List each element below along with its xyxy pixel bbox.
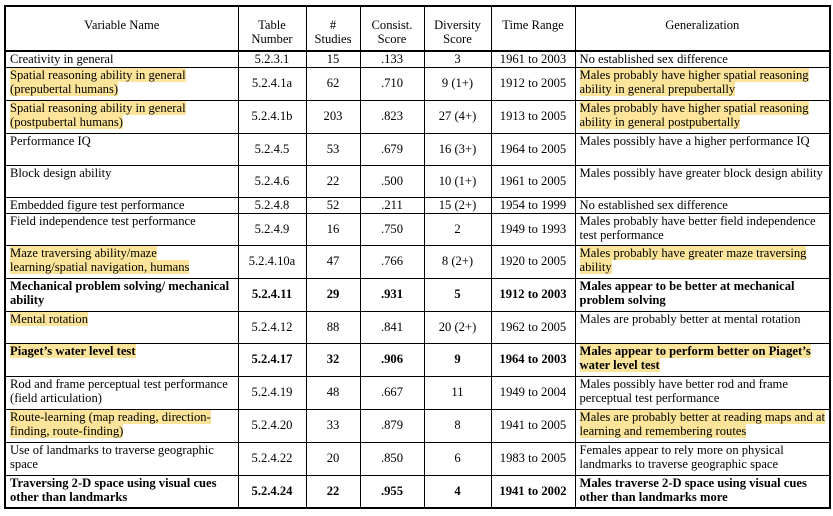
document-page	[4, 5, 829, 512]
variable-text-highlighted: Maze traversing ability/maze learning/spatial navigation, humans	[10, 245, 190, 274]
generalization-cell	[575, 278, 830, 311]
studies-cell: 47	[306, 245, 360, 278]
generalization-cell	[575, 51, 830, 67]
studies-cell: 48	[306, 376, 360, 409]
table-number-cell: 5.2.4.17	[238, 343, 306, 376]
studies-cell: 16	[306, 213, 360, 245]
variable-cell	[5, 51, 238, 67]
studies-cell: 52	[306, 197, 360, 213]
consist-cell: .823	[360, 100, 424, 133]
generalization-cell	[575, 343, 830, 376]
variable-cell	[5, 475, 238, 508]
table-number-cell: 5.2.4.20	[238, 409, 306, 442]
diversity-cell: 5	[424, 278, 491, 311]
generalization-cell	[575, 475, 830, 508]
variable-text: Field independence test performance	[10, 213, 196, 228]
consist-cell: .841	[360, 311, 424, 343]
studies-cell: 203	[306, 100, 360, 133]
header-table-number: Table Number	[238, 6, 306, 51]
table-number-cell: 5.2.4.10a	[238, 245, 306, 278]
table-row	[5, 409, 830, 442]
range-cell: 1983 to 2005	[491, 442, 575, 475]
variable-text: Embedded figure test performance	[10, 197, 185, 212]
generalization-cell	[575, 213, 830, 245]
generalization-text: Males appear to be better at mechanical problem solving	[579, 278, 795, 307]
variable-cell	[5, 376, 238, 409]
diversity-cell: 3	[424, 51, 491, 67]
variable-cell	[5, 165, 238, 197]
generalization-cell	[575, 100, 830, 133]
variable-cell	[5, 278, 238, 311]
table-row	[5, 278, 830, 311]
generalization-text: Males are probably better at mental rotation	[579, 311, 801, 326]
generalization-cell	[575, 409, 830, 442]
variable-cell	[5, 67, 238, 100]
variable-cell	[5, 133, 238, 165]
variable-cell	[5, 245, 238, 278]
table-row	[5, 133, 830, 165]
consist-cell: .879	[360, 409, 424, 442]
range-cell: 1941 to 2002	[491, 475, 575, 508]
table-row	[5, 51, 830, 67]
variable-cell	[5, 311, 238, 343]
generalization-text: Males possibly have a higher performance IQ	[579, 133, 810, 148]
generalization-text: Males probably have better field independence test performance	[579, 213, 816, 242]
generalization-text: Females appear to rely more on physical landmarks to traverse geographic space	[579, 442, 784, 471]
generalization-text-highlighted: Males are probably better at reading maps and at learning and remembering routes	[579, 409, 825, 438]
consist-cell: .906	[360, 343, 424, 376]
range-cell: 1964 to 2005	[491, 133, 575, 165]
studies-cell: 15	[306, 51, 360, 67]
variable-cell	[5, 100, 238, 133]
table-row	[5, 475, 830, 508]
studies-cell: 32	[306, 343, 360, 376]
variable-cell	[5, 409, 238, 442]
variable-text-highlighted: Mental rotation	[10, 311, 88, 326]
table-number-cell: 5.2.4.12	[238, 311, 306, 343]
diversity-cell: 15 (2+)	[424, 197, 491, 213]
range-cell: 1949 to 1993	[491, 213, 575, 245]
generalization-text-highlighted: Males probably have higher spatial reasoning ability in general postpubertally	[579, 100, 809, 129]
diversity-cell: 8	[424, 409, 491, 442]
variable-text-highlighted: Spatial reasoning ability in general (postpubertal humans)	[10, 100, 186, 129]
table-row	[5, 311, 830, 343]
diversity-cell: 9	[424, 343, 491, 376]
consist-cell: .955	[360, 475, 424, 508]
range-cell: 1913 to 2005	[491, 100, 575, 133]
table-row	[5, 442, 830, 475]
table-row	[5, 343, 830, 376]
consist-cell: .766	[360, 245, 424, 278]
generalization-cell	[575, 442, 830, 475]
table-number-cell: 5.2.4.24	[238, 475, 306, 508]
diversity-cell: 27 (4+)	[424, 100, 491, 133]
studies-cell: 88	[306, 311, 360, 343]
studies-cell: 22	[306, 475, 360, 508]
table-number-cell: 5.2.4.1a	[238, 67, 306, 100]
variable-text: Block design ability	[10, 165, 112, 180]
generalization-cell	[575, 376, 830, 409]
generalization-text-highlighted: Males probably have greater maze traversing ability	[579, 245, 807, 274]
table-row	[5, 376, 830, 409]
table-row	[5, 245, 830, 278]
diversity-cell: 10 (1+)	[424, 165, 491, 197]
diversity-cell: 8 (2+)	[424, 245, 491, 278]
range-cell: 1920 to 2005	[491, 245, 575, 278]
table-number-cell: 5.2.4.22	[238, 442, 306, 475]
consist-cell: .667	[360, 376, 424, 409]
table-number-cell: 5.2.4.19	[238, 376, 306, 409]
variable-text: Mechanical problem solving/ mechanical ability	[10, 278, 230, 307]
studies-cell: 29	[306, 278, 360, 311]
generalization-text-highlighted: Males probably have higher spatial reasoning ability in general prepubertally	[579, 67, 809, 96]
variable-text-highlighted: Piaget’s water level test	[10, 343, 136, 358]
consist-cell: .750	[360, 213, 424, 245]
diversity-cell: 4	[424, 475, 491, 508]
variable-text: Creativity in general	[10, 52, 114, 66]
generalization-cell	[575, 311, 830, 343]
generalization-text: Males traverse 2-D space using visual cues other than landmarks more	[579, 475, 807, 504]
table-row	[5, 213, 830, 245]
range-cell: 1912 to 2003	[491, 278, 575, 311]
range-cell: 1961 to 2003	[491, 51, 575, 67]
generalization-cell	[575, 133, 830, 165]
generalization-text: No established sex difference	[579, 52, 728, 66]
consist-cell: .679	[360, 133, 424, 165]
table-number-cell: 5.2.4.5	[238, 133, 306, 165]
consist-cell: .850	[360, 442, 424, 475]
studies-cell: 33	[306, 409, 360, 442]
range-cell: 1961 to 2005	[491, 165, 575, 197]
table-number-cell: 5.2.4.1b	[238, 100, 306, 133]
table-number-cell: 5.2.4.8	[238, 197, 306, 213]
header-row	[5, 6, 830, 51]
variable-text: Traversing 2-D space using visual cues other than landmarks	[10, 475, 217, 504]
diversity-cell: 20 (2+)	[424, 311, 491, 343]
diversity-cell: 6	[424, 442, 491, 475]
header-diversity-score: Diversity Score	[424, 6, 491, 51]
range-cell: 1949 to 2004	[491, 376, 575, 409]
table-number-cell: 5.2.3.1	[238, 51, 306, 67]
diversity-cell: 9 (1+)	[424, 67, 491, 100]
table-row	[5, 165, 830, 197]
generalization-cell	[575, 245, 830, 278]
table-number-cell: 5.2.4.9	[238, 213, 306, 245]
studies-cell: 62	[306, 67, 360, 100]
studies-cell: 53	[306, 133, 360, 165]
range-cell: 1941 to 2005	[491, 409, 575, 442]
table-row	[5, 67, 830, 100]
table-row	[5, 100, 830, 133]
generalization-cell	[575, 197, 830, 213]
header-generalization: Generalization	[575, 6, 830, 51]
generalization-text-highlighted: Males appear to perform better on Piaget’s water level test	[579, 343, 811, 372]
generalization-text: Males possibly have better rod and frame perceptual test performance	[579, 376, 788, 405]
variable-cell	[5, 343, 238, 376]
variable-cell	[5, 213, 238, 245]
diversity-cell: 16 (3+)	[424, 133, 491, 165]
range-cell: 1954 to 1999	[491, 197, 575, 213]
variable-text: Rod and frame perceptual test performance (field articulation)	[10, 376, 228, 405]
consist-cell: .931	[360, 278, 424, 311]
consist-cell: .710	[360, 67, 424, 100]
generalization-text: Males possibly have greater block design ability	[579, 165, 823, 180]
header-consist-score: Consist. Score	[360, 6, 424, 51]
range-cell: 1964 to 2003	[491, 343, 575, 376]
generalization-text: No established sex difference	[579, 197, 728, 212]
header-variable-name: Variable Name	[5, 6, 238, 51]
generalization-cell	[575, 165, 830, 197]
table-number-cell: 5.2.4.6	[238, 165, 306, 197]
variable-text-highlighted: Spatial reasoning ability in general (prepubertal humans)	[10, 67, 186, 96]
header-num-studies: # Studies	[306, 6, 360, 51]
consist-cell: .133	[360, 51, 424, 67]
range-cell: 1912 to 2005	[491, 67, 575, 100]
diversity-cell: 2	[424, 213, 491, 245]
variable-cell	[5, 197, 238, 213]
variable-text: Performance IQ	[10, 133, 91, 148]
generalization-cell	[575, 67, 830, 100]
studies-cell: 20	[306, 442, 360, 475]
diversity-cell: 11	[424, 376, 491, 409]
header-time-range: Time Range	[491, 6, 575, 51]
consist-cell: .211	[360, 197, 424, 213]
variable-cell	[5, 442, 238, 475]
table-number-cell: 5.2.4.11	[238, 278, 306, 311]
table-row	[5, 197, 830, 213]
sex-differences-table	[4, 5, 831, 509]
range-cell: 1962 to 2005	[491, 311, 575, 343]
variable-text: Use of landmarks to traverse geographic space	[10, 442, 214, 471]
consist-cell: .500	[360, 165, 424, 197]
variable-text-highlighted: Route-learning (map reading, direction-finding, route-finding)	[10, 409, 211, 438]
studies-cell: 22	[306, 165, 360, 197]
